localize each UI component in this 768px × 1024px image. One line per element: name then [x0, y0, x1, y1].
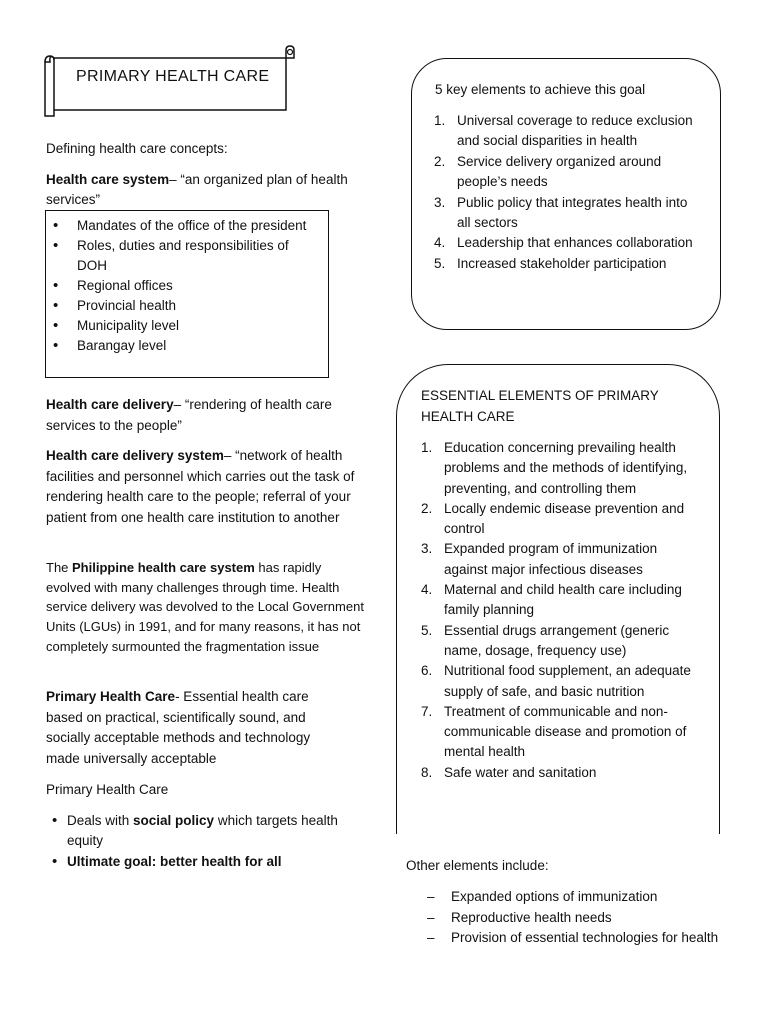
phil-pre: The [46, 560, 73, 575]
phc-label: Primary Health Care [46, 782, 169, 797]
essential-elements-box [396, 364, 720, 834]
list-item: • Roles, duties and responsibilities of DOH [46, 236, 316, 276]
essential-item-text: Essential drugs arrangement (generic name, dosage, frequency use) [444, 622, 670, 658]
phc-term: Primary Health Care [46, 689, 176, 704]
list-item: • Provincial health [46, 296, 316, 316]
essential-item-text: Education concerning prevailing health problems and the methods of identifying, preventing, and controlling them [444, 440, 688, 496]
goal-item-text: Public policy that integrates health into all sectors [457, 194, 688, 231]
hcds-term: Health care delivery system [46, 448, 224, 463]
bullet1-pre: Deals with [67, 813, 134, 828]
essential-item-text: Maternal and child health care including family planning [444, 582, 682, 618]
essential-heading: ESSENTIAL ELEMENTS OF PRIMARY HEALTH CARE [421, 388, 659, 424]
hcds-paragraph [46, 446, 364, 528]
list-item: – Reproductive health needs [406, 908, 726, 929]
list-item: • Municipality level [46, 316, 316, 336]
list-item: 3. Expanded program of immunization against major infectious diseases [421, 541, 658, 577]
hcs-definition: – “an organized plan of health services” [46, 172, 348, 207]
hcs-paragraph [46, 170, 364, 210]
list-item: 5. Increased stakeholder participation [434, 255, 667, 271]
list-item [45, 811, 364, 851]
list-item: • Barangay level [46, 336, 316, 356]
defining-label: Defining health care concepts: [46, 141, 228, 156]
hcds-definition: – “network of health facilities and personnel which carries out the task of rendering health care to the people; referral of your patient from one health care institution to another [46, 448, 355, 525]
goal-box [411, 58, 721, 330]
essential-item-text: Locally endemic disease prevention and control [444, 500, 685, 537]
list-item: – Expanded options of immunization [406, 887, 726, 908]
phc-bullets [46, 811, 364, 872]
list-item [45, 852, 364, 872]
list-item: 3. Public policy that integrates health into all sectors [434, 194, 688, 231]
phil-post: has rapidly evolved with many challenges through time. Health service delivery was devolved to the Local Government Units (LGUs) in 1991, and for many reasons, it has not completely surmounted the fragmentation issue [46, 560, 364, 654]
other-heading: Other elements include: [406, 858, 549, 873]
essential-item-text: Treatment of communicable and non-communicable disease and promotion of mental health [444, 703, 687, 760]
goal-heading: 5 key elements to achieve this goal [435, 82, 646, 97]
bullet1-post: which targets health equity [67, 813, 338, 848]
other-list [406, 887, 726, 949]
list-item: 4. Leadership that enhances collaboration [434, 235, 693, 251]
list-item: 2. Service delivery organized around people’s needs [434, 153, 662, 190]
list-item: 6. Nutritional food supplement, an adequate supply of safe, and basic nutrition [421, 663, 691, 699]
essential-item-text: Nutritional food supplement, an adequate supply of safe, and basic nutrition [444, 663, 691, 699]
hcd-term: Health care delivery [46, 397, 174, 412]
philippine-paragraph [46, 558, 368, 657]
phil-term: Philippine health care system [72, 560, 255, 575]
hcd-definition: – “rendering of health care services to the people” [46, 397, 332, 433]
bullet1-bold: social policy [133, 813, 215, 828]
essential-list [421, 438, 697, 783]
essential-item-text: Safe water and sanitation [444, 764, 597, 780]
goal-item-text: Universal coverage to reduce exclusion and social disparities in health [457, 113, 693, 149]
essential-item-text: Expanded program of immunization against major infectious diseases [444, 541, 658, 577]
phc-paragraph [46, 687, 346, 769]
list-item: 7. Treatment of communicable and non-communicable disease and promotion of mental health [421, 703, 687, 760]
hcd-paragraph [46, 395, 364, 436]
goal-list [434, 111, 696, 274]
goal-item-text: Leadership that enhances collaboration [457, 235, 693, 251]
list-item: • Mandates of the office of the president [46, 216, 316, 236]
hcs-term: Health care system [46, 172, 170, 187]
goal-item-text: Increased stakeholder participation [457, 255, 667, 271]
hcs-box [45, 210, 329, 378]
hcs-list [46, 216, 316, 356]
list-item: 5. Essential drugs arrangement (generic name, dosage, frequency use) [421, 622, 670, 658]
list-item: – Provision of essential technologies for health [406, 928, 726, 949]
page-title: PRIMARY HEALTH CARE [76, 68, 270, 85]
list-item: • Regional offices [46, 276, 316, 296]
list-item: 2. Locally endemic disease prevention and control [421, 500, 685, 537]
list-item: 1. Universal coverage to reduce exclusion and social disparities in health [434, 113, 693, 149]
list-item: 8. Safe water and sanitation [421, 764, 597, 780]
list-item: 1. Education concerning prevailing health problems and the methods of identifying, preventing, and controlling them [421, 440, 688, 496]
bullet2-bold: Ultimate goal: better health for all [67, 854, 282, 869]
goal-item-text: Service delivery organized around people’s needs [457, 153, 662, 190]
phc-definition: - Essential health care based on practical, scientifically sound, and socially acceptable methods and technology made universally acceptable [46, 689, 311, 766]
list-item: 4. Maternal and child health care including family planning [421, 582, 682, 618]
